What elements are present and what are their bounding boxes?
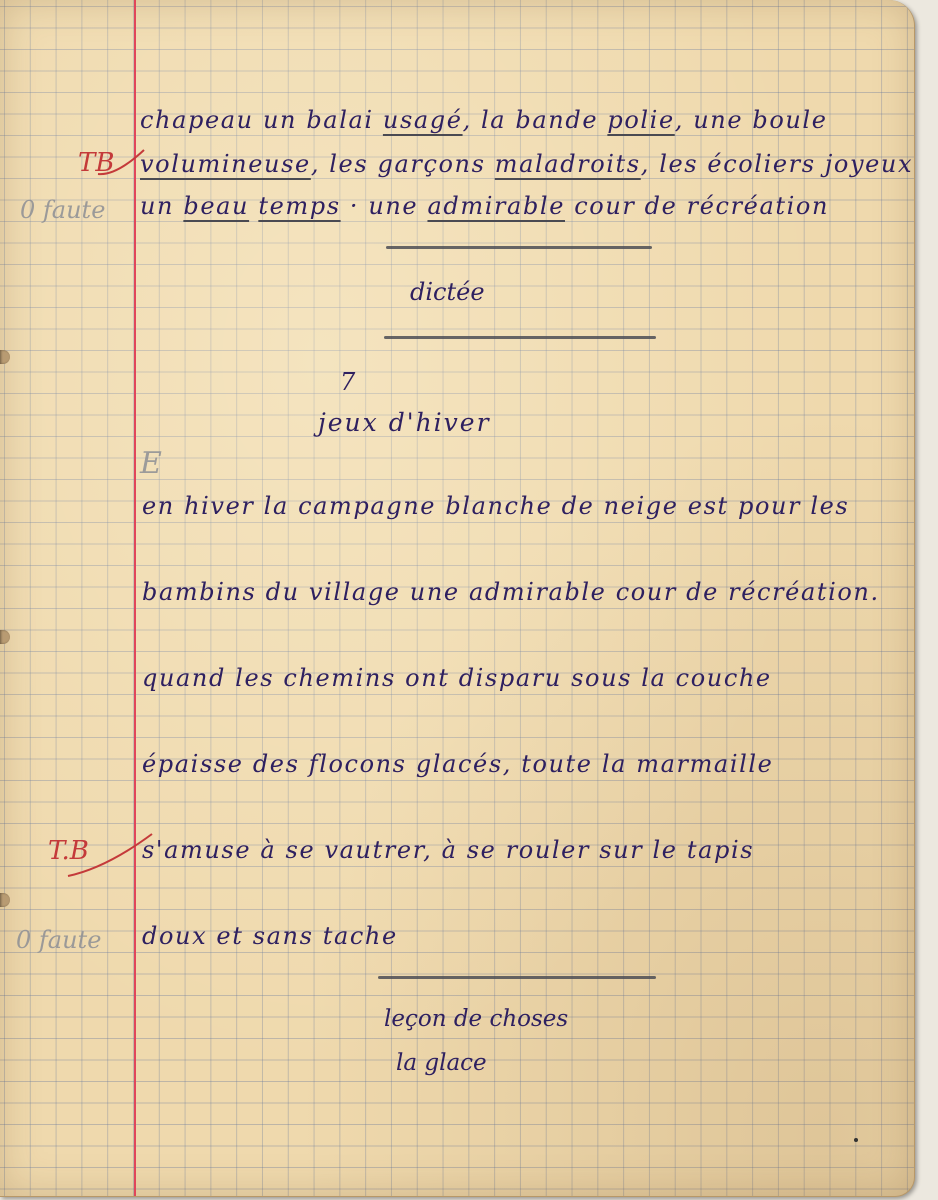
word: , les écoliers joyeux — [640, 150, 914, 178]
dictee-line: doux et sans tache — [142, 922, 398, 950]
underlined-word: polie — [607, 106, 675, 134]
word: un balai — [262, 106, 374, 134]
underlined-word: usagé — [382, 106, 463, 134]
binding-hole — [0, 893, 10, 907]
dictee-line: quand les chemins ont disparu sous la couche — [142, 664, 772, 692]
underlined-word: admirable — [427, 192, 565, 220]
binding-hole — [0, 350, 10, 364]
dictee-line: épaisse des flocons glacés, toute la marmaille — [142, 750, 774, 778]
underlined-word: beau — [183, 192, 250, 220]
word: , une boule — [674, 106, 828, 134]
text-title: jeux d'hiver — [318, 408, 491, 437]
grade-mark: T.B — [48, 836, 89, 866]
separator-rule — [386, 246, 652, 249]
exercise-line-2 — [140, 150, 913, 178]
binding-hole — [0, 630, 10, 644]
separator-rule — [378, 976, 656, 979]
underlined-word: maladroits — [494, 150, 641, 178]
grade-check-icon — [66, 828, 156, 880]
word: cour de récréation — [574, 192, 830, 220]
grade-mark: TB — [78, 148, 115, 178]
pencil-mark: E — [140, 446, 162, 481]
separator-rule — [384, 336, 656, 339]
ink-dot — [854, 1138, 858, 1142]
word: , la bande — [462, 106, 599, 134]
grade-check-icon — [96, 146, 148, 182]
dictee-number: 7 — [340, 368, 356, 396]
word: un — [140, 192, 175, 220]
dictee-line: bambins du village une admirable cour de récréation. — [142, 578, 880, 606]
word: une — [368, 192, 419, 220]
exercise-line-1 — [140, 106, 828, 134]
lecon-subtitle: la glace — [396, 1050, 487, 1076]
word: chapeau — [140, 106, 254, 134]
fault-count: 0 faute — [20, 196, 106, 224]
lecon-title: leçon de choses — [384, 1006, 569, 1032]
underlined-word: temps — [258, 192, 341, 220]
word: , les garçons — [310, 150, 486, 178]
underlined-word: volumineuse — [140, 150, 311, 178]
dictee-title: dictée — [410, 278, 485, 306]
dictee-line: s'amuse à se vautrer, à se rouler sur le tapis — [142, 836, 755, 864]
dictee-line: en hiver la campagne blanche de neige est pour les — [142, 492, 850, 520]
fault-count: 0 faute — [16, 926, 102, 954]
exercise-line-3: un beau temps · une admirable cour de récréation — [140, 192, 830, 220]
